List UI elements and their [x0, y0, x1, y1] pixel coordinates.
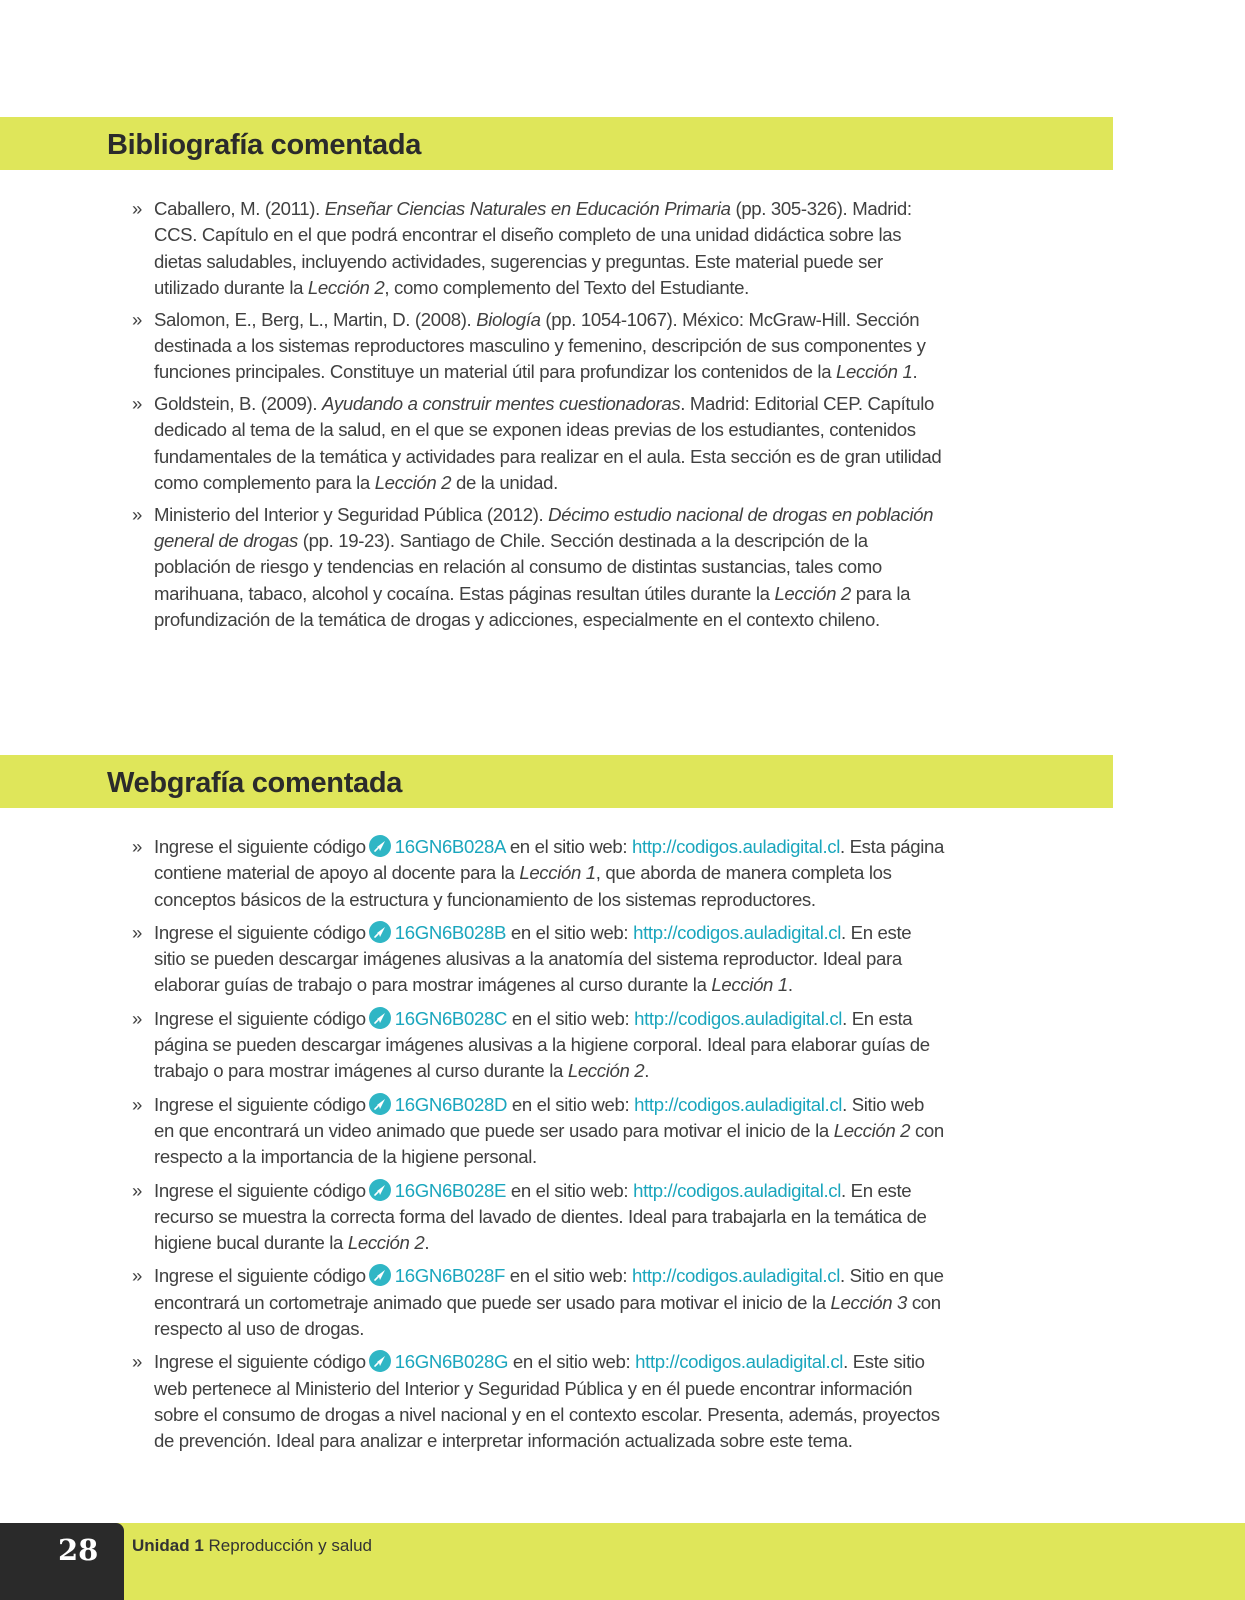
text-run: . Sitio en que encontrará un cortometraje animado que puede ser usado para motivar el inicio de la [154, 1265, 944, 1313]
text-run: . Sitio web en que encontrará un video animado que puede ser usado para motivar el inicio de la [154, 1093, 924, 1141]
text-run: , como complemento del Texto del Estudiante. [384, 276, 749, 298]
webgrafia-header-band [0, 755, 1113, 808]
code-mid: en el sitio web: [511, 1093, 630, 1115]
bibliografia-item [132, 502, 947, 633]
bullet-marker: » [132, 1093, 142, 1115]
text-run: . [644, 1060, 650, 1082]
code-mid: en el sitio web: [512, 1351, 631, 1373]
resource-code: 16GN6B028C [394, 1007, 508, 1029]
code-prefix: Ingrese el siguiente código [154, 1093, 366, 1115]
text-run: (pp. 1054-1067). México: McGraw-Hill. Sección destinada a los sistemas reproductores masculino y femenino, descripción de sus componentes y funciones principales. Constituye un material útil para profundizar los contenidos de la [154, 308, 926, 383]
code-mid: en el sitio web: [511, 1007, 630, 1029]
code-prefix: Ingrese el siguiente código [154, 836, 366, 857]
italic-title: Décimo estudio nacional de drogas en población general de drogas [154, 503, 934, 552]
text-run: (pp. 19-23). Santiago de Chile. Sección destinada a la descripción de la población de riesgo y tendencias en relación al consumo de distintas sustancias, tales como marihuana, tabaco, alcohol y cocaína. Estas páginas resultan útiles durante la [154, 530, 882, 604]
text-run: para la profundización de la temática de drogas y adicciones, especialmente en el contexto chileno. [154, 582, 911, 630]
page-number-box [0, 1523, 124, 1600]
code-mid: en el sitio web: [509, 836, 628, 857]
webgrafia-title: Webgrafía comentada [107, 767, 403, 799]
resource-code: 16GN6B028G [394, 1351, 509, 1373]
webgrafia-item [132, 1349, 947, 1454]
resource-code: 16GN6B028B [394, 921, 507, 943]
code-prefix: Ingrese el siguiente código [154, 1265, 366, 1287]
unit-label: Unidad 1 [132, 1536, 204, 1555]
italic-title: Enseñar Ciencias Naturales en Educación Primaria [324, 198, 731, 219]
text-run: . Este sitio web pertenece al Ministerio del Interior y Seguridad Pública y en él puede encontrar información sobre el consumo de drogas a nivel nacional y en el contexto escolar. Presenta, además, proyectos de prevención. Ideal para analizar e interpretar información actualizada sobre este tema. [154, 1351, 940, 1452]
resource-code: 16GN6B028A [394, 836, 505, 857]
text-run: . En esta página se pueden descargar imágenes alusivas a la higiene corporal. Ideal para elaborar guías de trabajo o para mostrar imágenes al curso durante la [154, 1007, 930, 1082]
text-run: con respecto al uso de drogas. [154, 1291, 941, 1340]
code-prefix: Ingrese el siguiente código [154, 1007, 366, 1029]
text-run: Caballero, M. (2011). [154, 198, 325, 219]
bullet-marker: » [132, 921, 142, 943]
italic-title: Lección 2 [774, 582, 851, 604]
webgrafia-item [132, 1092, 947, 1171]
bullet-marker: » [132, 308, 142, 330]
italic-title: Lección 2 [347, 1232, 425, 1254]
bullet-marker: » [132, 393, 142, 415]
text-run: Salomon, E., Berg, L., Martin, D. (2008). [154, 308, 477, 330]
resource-code: 16GN6B028E [394, 1179, 507, 1201]
bibliografia-item [132, 391, 947, 496]
bullet-marker: » [132, 1265, 142, 1287]
bibliografia-item [132, 196, 947, 301]
rocket-arrow-icon [369, 1179, 391, 1201]
rocket-arrow-icon [369, 921, 391, 943]
italic-title: Lección 1 [711, 974, 788, 996]
text-run: Goldstein, B. (2009). [154, 393, 322, 415]
text-run: de la unidad. [451, 471, 558, 493]
page-number: 28 [58, 1533, 99, 1567]
site-link[interactable]: http://codigos.auladigital.cl [633, 1179, 842, 1201]
bullet-marker: » [132, 1351, 142, 1373]
webgrafia-list [132, 834, 947, 1462]
code-prefix: Ingrese el siguiente código [154, 921, 366, 943]
site-link[interactable]: http://codigos.auladigital.cl [633, 921, 842, 943]
code-prefix: Ingrese el siguiente código [154, 1351, 366, 1373]
italic-title: Lección 2 [833, 1119, 911, 1141]
bullet-marker: » [132, 198, 142, 219]
code-mid: en el sitio web: [509, 1265, 628, 1287]
italic-title: Biología [476, 308, 541, 330]
bullet-marker: » [132, 836, 142, 857]
bibliografia-list [132, 196, 947, 639]
text-run: (pp. 305-326). Madrid: CCS. Capítulo en el que podrá encontrar el diseño completo de una unidad didáctica sobre las dietas saludables, incluyendo actividades, sugerencias y preguntas. Este material puede ser utilizado durante la [154, 198, 912, 298]
site-link[interactable]: http://codigos.auladigital.cl [634, 1007, 843, 1029]
rocket-arrow-icon [369, 1350, 391, 1372]
text-run: con respecto a la importancia de la higiene personal. [154, 1119, 944, 1168]
webgrafia-item [132, 834, 947, 913]
rocket-arrow-icon [369, 835, 391, 857]
italic-title: Lección 1 [836, 361, 913, 383]
resource-code: 16GN6B028F [394, 1265, 505, 1287]
bullet-marker: » [132, 1007, 142, 1029]
code-mid: en el sitio web: [510, 921, 629, 943]
page-footer [0, 1523, 1245, 1600]
bullet-marker: » [132, 1179, 142, 1201]
text-run: , que aborda de manera completa los conceptos básicos de la estructura y funcionamiento de los sistemas reproductores. [154, 862, 892, 910]
site-link[interactable]: http://codigos.auladigital.cl [632, 836, 840, 857]
resource-code: 16GN6B028D [394, 1093, 508, 1115]
rocket-arrow-icon [369, 1093, 391, 1115]
webgrafia-item [132, 1006, 947, 1085]
text-run: Ministerio del Interior y Seguridad Pública (2012). [154, 503, 549, 525]
rocket-arrow-icon [369, 1007, 391, 1029]
site-link[interactable]: http://codigos.auladigital.cl [634, 1093, 843, 1115]
site-link[interactable]: http://codigos.auladigital.cl [635, 1351, 844, 1373]
text-run: . En este recurso se muestra la correcta forma del lavado de dientes. Ideal para trabajarla en la temática de higiene bucal durante la [154, 1179, 927, 1254]
bibliografia-item [132, 307, 947, 386]
webgrafia-item [132, 920, 947, 999]
text-run: . Esta página contiene material de apoyo al docente para la [154, 836, 944, 884]
italic-title: Lección 2 [307, 276, 385, 298]
italic-title: Lección 1 [519, 862, 596, 884]
bibliografia-title: Bibliografía comentada [107, 129, 422, 161]
code-prefix: Ingrese el siguiente código [154, 1179, 366, 1201]
bibliografia-header-band [0, 117, 1113, 170]
bullet-marker: » [132, 503, 142, 525]
italic-title: Lección 2 [374, 471, 452, 493]
italic-title: Lección 3 [830, 1291, 907, 1313]
text-run: . [424, 1232, 430, 1254]
code-mid: en el sitio web: [510, 1179, 629, 1201]
text-run: . Madrid: Editorial CEP. Capítulo dedicado al tema de la salud, en el que se exponen ideas previas de los estudiantes, contenidos fundamentales de la temática y actividades para realizar en el aula. Esta sección es de gran utilidad como complemento para la [154, 393, 942, 493]
italic-title: Ayudando a construir mentes cuestionadoras [322, 393, 681, 415]
webgrafia-item [132, 1263, 947, 1342]
unit-caption [132, 1536, 372, 1556]
text-run: . En este sitio se pueden descargar imágenes alusivas a la anatomía del sistema reproductor. Ideal para elaborar guías de trabajo o para mostrar imágenes al curso durante la [154, 921, 912, 996]
rocket-arrow-icon [369, 1264, 391, 1286]
text-run: . [912, 361, 918, 383]
italic-title: Lección 2 [567, 1060, 645, 1082]
text-run: . [787, 974, 793, 996]
site-link[interactable]: http://codigos.auladigital.cl [632, 1265, 840, 1287]
webgrafia-item [132, 1178, 947, 1257]
unit-title: Reproducción y salud [208, 1536, 373, 1555]
